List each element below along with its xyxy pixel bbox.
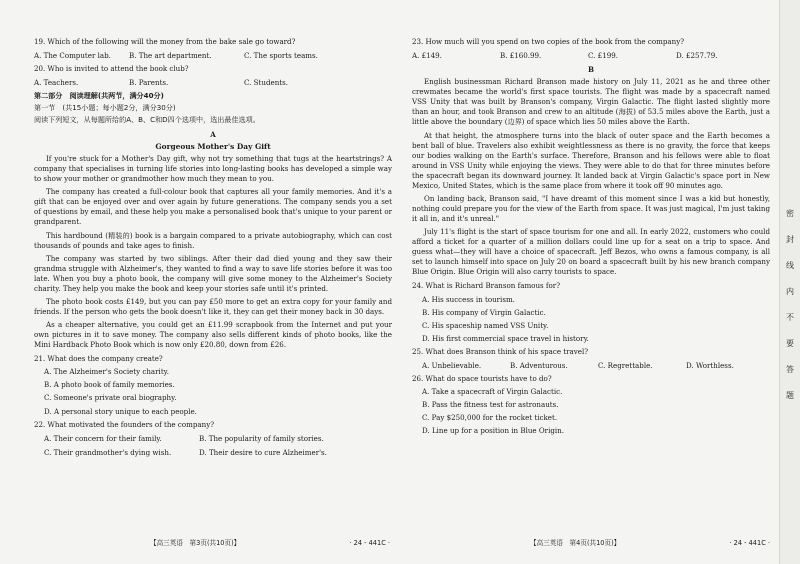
option: D. A personal story unique to each people.	[44, 406, 197, 416]
option: C. His spaceship named VSS Unity.	[422, 320, 549, 330]
page-number: 【高三英语 第4页(共10页)】	[530, 539, 621, 547]
passage-b-paragraph: English businessman Richard Branson made history on July 11, 2021 as he and three other crewmates became the world's first space tourists. The flight was made by a spacecraft named VSS Unity that was built by Branson's company, Virgin Galactic. The flight lasted slightly more than an hour, and took Branson and crew to an altitude (海拔) of 53.5 miles above the Earth, just a little above the boundary (边界) of space which lies 50 miles above the Earth.	[412, 77, 770, 127]
option: C. Regrettable.	[598, 360, 653, 370]
option: B. Parents.	[129, 78, 169, 88]
option: A. Teachers.	[34, 78, 79, 88]
seal-char: 内	[786, 287, 794, 296]
question-25: 25. What does Branson think of his space travel?	[412, 346, 589, 356]
option: A. Unbelievable.	[422, 360, 482, 370]
option: B. His company of Virgin Galactic.	[422, 307, 546, 317]
right-page-footer	[530, 539, 770, 549]
option: C. Pay $250,000 for the rocket ticket.	[422, 413, 558, 423]
seal-char: 答	[786, 365, 794, 374]
option: A. £149.	[412, 51, 442, 61]
seal-char: 线	[786, 261, 794, 270]
option: D. Their desire to cure Alzheimer's.	[199, 447, 327, 457]
seal-char: 要	[786, 339, 794, 348]
option: B. Pass the fitness test for astronauts.	[422, 400, 559, 410]
section-title: 第二部分 阅读理解(共两节，满分40分)	[34, 91, 164, 101]
option: A. The Computer lab.	[34, 51, 111, 61]
question-24: 24. What is Richard Branson famous for?	[412, 281, 561, 291]
option: B. The art department.	[129, 51, 212, 61]
seal-char: 不	[786, 313, 794, 322]
section-subtitle: 第一节 (共15小题；每小题2分，满分30分)	[34, 103, 176, 113]
question-23-options	[412, 51, 770, 60]
question-22-options-row-1	[44, 434, 392, 443]
option: D. His first commercial space travel in history.	[422, 333, 589, 343]
left-page	[34, 37, 392, 460]
passage-b-letter: B	[588, 65, 594, 75]
option: C. Their grandmother's dying wish.	[44, 447, 172, 457]
option: D. Line up for a position in Blue Origin.	[422, 426, 564, 436]
question-23: 23. How much will you spend on two copies of the book from the company?	[412, 37, 685, 46]
seal-char: 题	[786, 391, 794, 400]
option: A. Take a spacecraft of Virgin Galactic.	[422, 387, 563, 397]
passage-b-paragraph: At that height, the atmosphere turns into the black of outer space and the Earth becomes a bent ball of blue. Travelers also exhibit weightlessness as there is no gravity, the force that keeps our bodies walking on the Earth's surface. Therefore, Branson and his fellows were able to float around in VSS Unity while enjoying the views. They were able to do that for three minutes before the spacecraft began its downward journey. It landed back at Virgin Galactic's space port in New Mexico, United States, which is the same place from where it took off 90 minutes ago.	[412, 130, 770, 190]
seal-line-note	[782, 210, 798, 418]
passage-a-paragraph: This hardbound (精装的) book is a bargain compared to a private autobiography, which can cost thousands of pounds and take ages to finish.	[34, 230, 392, 250]
option: C. The sports teams.	[244, 51, 318, 61]
question-19: 19. Which of the following will the money from the bake sale go toward?	[34, 37, 296, 46]
passage-b-paragraph: On landing back, Branson said, "I have dreamt of this moment since I was a kid but honestly, nothing could prepare you for the view of the Earth from space. It was just magical, I'm just taking it all in, and it's unreal."	[412, 193, 770, 224]
exam-code: · 24 - 441C ·	[349, 539, 390, 547]
option: C. Someone's private oral biography.	[44, 393, 177, 403]
passage-a-letter: A	[210, 129, 216, 139]
option: B. £160.99.	[500, 51, 542, 61]
seal-char: 封	[786, 235, 794, 244]
passage-a-paragraph: The company has created a full-colour book that captures all your family memories. And it's a gift that can be enjoyed over and over again by future generations. The company sends you a set of questions by email, and these help you make a personalised book that's unique to your parent or grandparent.	[34, 187, 392, 227]
left-page-footer	[150, 539, 390, 549]
question-20-options	[34, 78, 392, 87]
seal-char: 密	[786, 209, 794, 218]
question-21: 21. What does the company create?	[34, 354, 163, 364]
question-25-options	[422, 361, 770, 370]
passage-a-title: Gorgeous Mother's Day Gift	[155, 141, 271, 151]
option: B. The popularity of family stories.	[199, 433, 324, 443]
option: A. Their concern for their family.	[44, 433, 162, 443]
option: B. A photo book of family memories.	[44, 380, 175, 390]
option: B. Adventurous.	[510, 360, 568, 370]
option: C. Students.	[244, 78, 289, 88]
passage-a-paragraph: As a cheaper alternative, you could get an £11.99 scrapbook from the Internet and put your own pictures in it to save money. The company also sells different kinds of photo books, like the Mini Hardback Photo Book which is now only £20.80, down from £26.	[34, 320, 392, 350]
question-22: 22. What motivated the founders of the company?	[34, 419, 215, 429]
option: A. The Alzheimer's Society charity.	[44, 367, 169, 377]
option: D. £257.79.	[676, 51, 718, 61]
option: D. Worthless.	[686, 360, 734, 370]
question-19-options	[34, 51, 392, 60]
option: C. £199.	[588, 51, 618, 61]
question-26: 26. What do space tourists have to do?	[412, 373, 552, 383]
binding-margin	[779, 0, 800, 564]
exam-code: · 24 - 441C ·	[729, 539, 770, 547]
question-20: 20. Who is invited to attend the book club?	[34, 64, 189, 74]
page-number: 【高三英语 第3页(共10页)】	[150, 539, 241, 547]
passage-a-paragraph: If you're stuck for a Mother's Day gift, why not try something that tugs at the heartstrings? A company that specialises in turning life stories into long-lasting books has developed a simple way to show your mother or grandmother how much they mean to you.	[34, 154, 392, 184]
passage-a-paragraph: The company was started by two siblings. After their dad died young and they saw their grandma struggle with Alzheimer's, they wanted to find a way to save life stories before it was too late. When you buy a photo book, the company will give some money to the Alzheimer's Society charity. They help you make the book and keep your stories safe until it's printed.	[34, 253, 392, 293]
right-page	[412, 37, 770, 435]
passage-a-paragraph: The photo book costs £149, but you can pay £50 more to get an extra copy for your family and friends. If the person who gets the book doesn't like it, they can get their money back in 30 days.	[34, 296, 392, 316]
option: A. His success in tourism.	[422, 294, 515, 304]
passage-b-paragraph: July 11's flight is the start of space tourism for one and all. In early 2022, customers who could afford a ticket for a quarter of a million dollars could line up for a seat on a trip to space. And guess what—they will have a choice of spacecraft. Jeff Bezos, who owns a famous company, is all set to launch himself into space on July 20 on board a spacecraft built by his new branch company Blue Origin. Blue Origin will also carry tourists to space.	[412, 227, 770, 277]
question-22-options-row-2	[44, 448, 392, 457]
section-instruction: 阅读下列短文，从每题所给的A、B、C和D四个选项中，选出最佳选项。	[34, 115, 260, 125]
